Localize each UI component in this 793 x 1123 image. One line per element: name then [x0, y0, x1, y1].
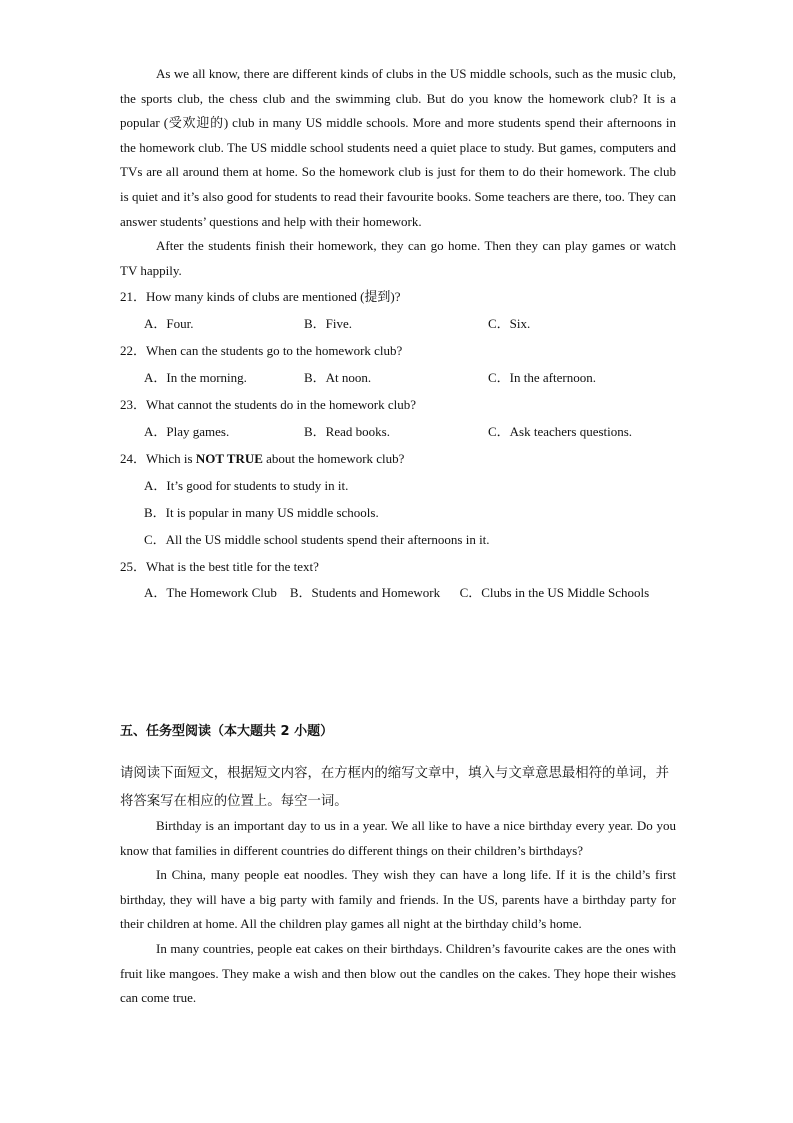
passage2-paragraph1: Birthday is an important day to us in a year. We all like to have a nice birthday every year. Do you know that families in different countries do different things on their children’s birthdays? [120, 818, 676, 858]
question-25-option-c: C．Clubs in the US Middle Schools [459, 585, 650, 601]
question-22 [120, 337, 676, 391]
question-21-stem: 21．How many kinds of clubs are mentioned (提到)? [120, 289, 401, 305]
question-22-options [120, 364, 676, 391]
question-22-option-c: C．In the afternoon. [488, 370, 596, 386]
question-24-stem-pre: 24．Which is [120, 451, 196, 467]
question-25-stem: 25．What is the best title for the text? [120, 559, 319, 575]
question-24-option-b: B．It is popular in many US middle schools. [144, 505, 379, 521]
question-23-options [120, 418, 676, 445]
question-23-option-a: A．Play games. [144, 424, 230, 440]
passage1-paragraph1: As we all know, there are different kinds of clubs in the US middle schools, such as the music club, the sports club, the chess club and the swimming club. But do you know the homework club? It is a popular (受欢迎的) club in many US middle schools. More and more students spend their afternoons in the homework club. The US middle school students need a quiet place to study. But games, computers and TVs are all around them at home. So the homework club is just for them to do their homework. The club is quiet and it’s also good for students to read their favourite books. Some teachers are there, too. They can answer students’ questions and help with their homework. [120, 66, 676, 229]
question-22-option-a: A．In the morning. [144, 370, 247, 386]
question-22-stem: 22．When can the students go to the homework club? [120, 343, 403, 359]
question-24-stem [120, 445, 676, 472]
question-23-option-b: B．Read books. [304, 424, 390, 440]
question-23-stem: 23．What cannot the students do in the homework club? [120, 397, 417, 413]
passage2 [120, 814, 676, 1011]
question-25-option-b: B．Students and Homework [289, 585, 441, 601]
passage2-paragraph2: In China, many people eat noodles. They wish they can have a long life. If it is the child’s first birthday, they will have a big party with family and friends. In the US, parents have a birthday party for their children at home. All the children play games all night at the birthday child’s home. [120, 867, 676, 932]
section-5-instructions: 请阅读下面短文，根据短文内容，在方框内的缩写文章中，填入与文章意思最相符的单词，并将答案写在相应的位置上。每空一词。 [120, 766, 670, 809]
question-21-options [120, 310, 676, 337]
question-23 [120, 391, 676, 445]
question-24 [120, 445, 676, 553]
question-25-options [144, 580, 676, 606]
question-21-option-b: B．Five. [304, 316, 353, 332]
passage1-paragraph2: After the students finish their homework, they can go home. Then they can play games or watch TV happily. [120, 238, 676, 278]
question-21-option-a: A．Four. [144, 316, 194, 332]
question-24-stem-post: about the homework club? [262, 451, 405, 467]
question-23-option-c: C．Ask teachers questions. [488, 424, 633, 440]
question-24-option-c: C．All the US middle school students spend their afternoons in it. [144, 532, 490, 548]
question-24-stem-emphasis: NOT TRUE [195, 451, 263, 467]
passage2-paragraph3: In many countries, people eat cakes on their birthdays. Children’s favourite cakes are the ones with fruit like mangoes. They make a wish and then blow out the candles on the cakes. They hope their wishes can come true. [120, 940, 676, 1006]
question-21 [120, 283, 676, 337]
question-21-option-c: C．Six. [488, 316, 531, 332]
section-5-title: 五、任务型阅读（本大题共 2 小题） [120, 724, 334, 739]
question-25 [120, 553, 676, 606]
question-22-option-b: B．At noon. [304, 370, 372, 386]
question-24-option-a: A．It’s good for students to study in it. [144, 478, 349, 494]
reading-section-4 [120, 62, 676, 606]
question-25-option-a: A．The Homework Club [144, 585, 277, 601]
